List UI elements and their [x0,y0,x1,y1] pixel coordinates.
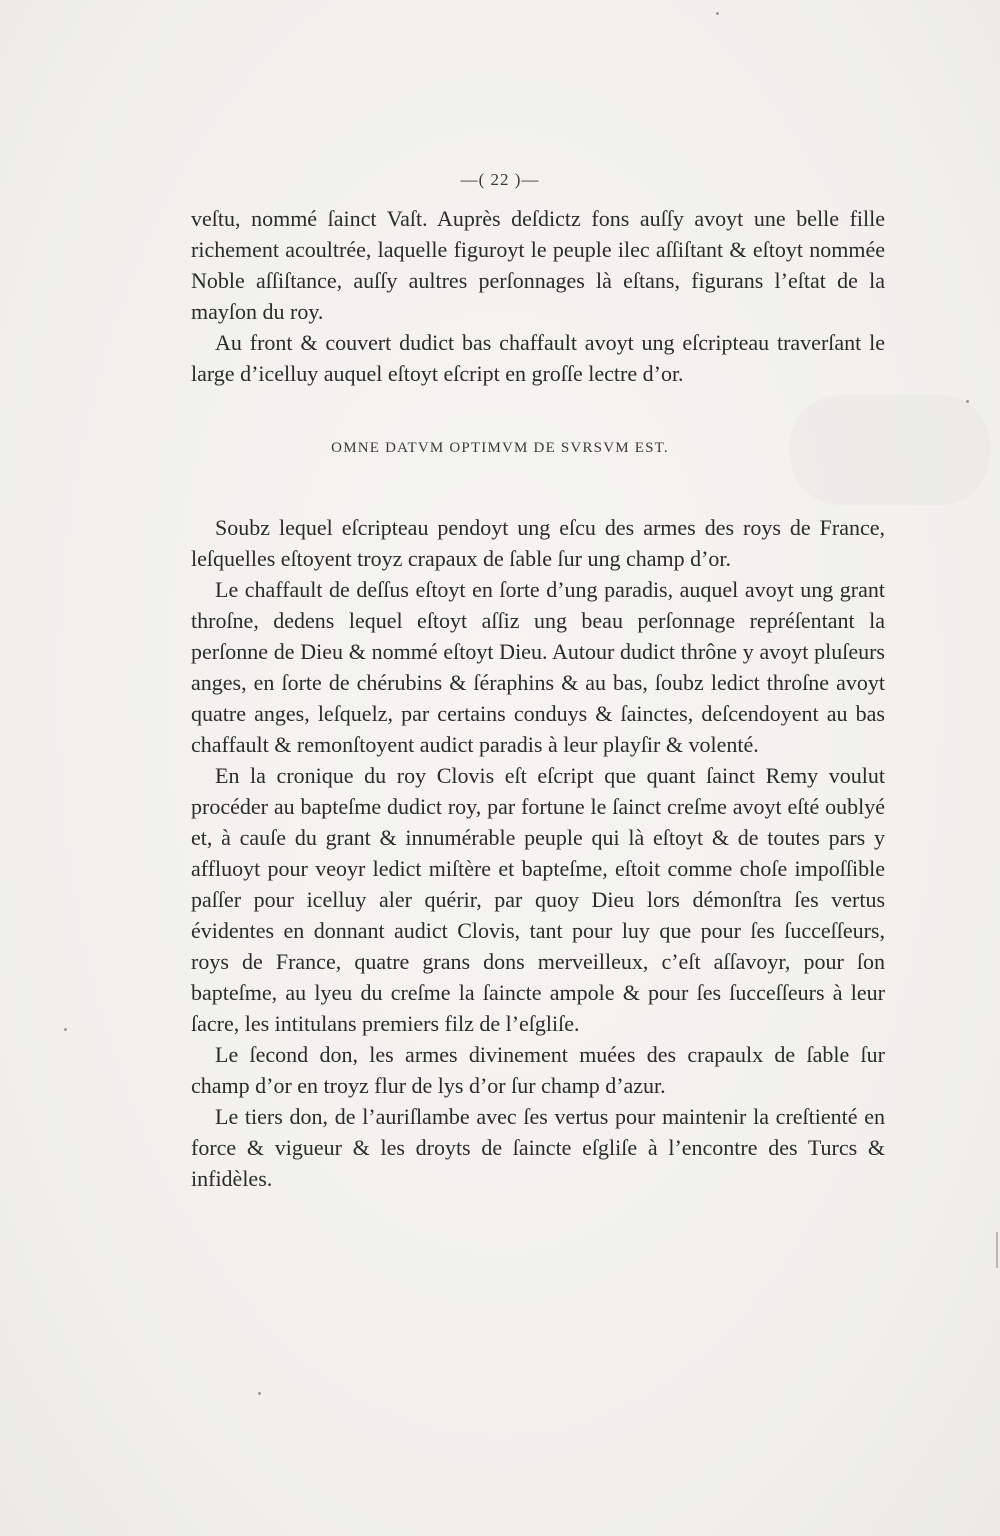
page-number: —( 22 )— [460,170,540,189]
paper-speck [258,1392,261,1395]
inscription-motto: OMNE DATVM OPTIMVM DE SVRSVM EST. [331,440,669,456]
paper-speck [716,12,719,15]
paragraph: Soubz lequel eſcripteau pendoyt ung eſcu des armes des roys de France, leſquelles eſtoyent troyz crapaux de ſable ſur ung champ d’or. [191,515,885,571]
paragraph: En la cronique du roy Clovis eſt eſcript que quant ſainct Remy voulut procéder au bapteſme dudict roy, par fortune le ſainct creſme avoyt eſté oublyé et, à cauſe du grant & innumérable peuple qui là eſtoyt & de toutes pars y affluoyt pour veoyr ledict miſtère et bapteſme, eſtoit comme choſe impoſſible paſſer pour icelluy aler quérir, par quoy Dieu lors démonſtra ſes vertus évidentes en donnant audict Clovis, tant pour luy que pour ſes ſucceſſeurs, roys de France, quatre grans dons merveilleux, c’eſt aſſavoyr, pour ſon bapteſme, au lyeu du creſme la ſaincte ampole & pour ſes ſucceſſeurs à leur ſacre, les intitulans premiers filz de l’eſgliſe. [191,763,885,1036]
page-edge-mark [996,1232,998,1268]
paragraph: Le chaffault de deſſus eſtoyt en ſorte d’ung paradis, auquel avoyt ung grant throſne, dedens lequel eſtoyt aſſiz ung beau perſonnage repréſentant la perſonne de Dieu & nommé eſtoyt Dieu. Autour dudict thrône y avoyt pluſeurs anges, en ſorte de chérubins & ſéraphins & au bas, ſoubz ledict throſne avoyt quatre anges, leſquelz, par certains conduys & ſainctes, deſcendoyent au bas chaffault & remonſtoyent audict paradis à leur playſir & volenté. [191,577,885,757]
paper-speck [966,400,969,403]
paper-speck [64,1028,67,1031]
paragraph: Au front & couvert dudict bas chaffault avoyt ung eſcripteau traverſant le large d’icelluy auquel eſtoyt eſcript en groſſe lectre d’or. [191,330,885,386]
paragraph: Le tiers don, de l’auriſlambe avec ſes vertus pour maintenir la creſtienté en force & vigueur & les droyts de ſaincte eſgliſe à l’encontre des Turcs & infidèles. [191,1104,885,1191]
paragraph-continuation: veſtu, nommé ſainct Vaſt. Auprès deſdictz fons auſſy avoyt une belle fille richement acoultrée, laquelle figuroyt le peuple ilec aſſiſtant & eſtoyt nommée Noble aſſiſtance, auſſy aultres perſonnages là eſtans, figurans l’eſtat de la mayſon du roy. [191,206,885,324]
text-block-bottom [191,512,885,1194]
paragraph: Le ſecond don, les armes divinement muées des crapaulx de ſable ſur champ d’or en troyz flur de lys d’or ſur champ d’azur. [191,1042,885,1098]
text-block-top [191,203,885,389]
